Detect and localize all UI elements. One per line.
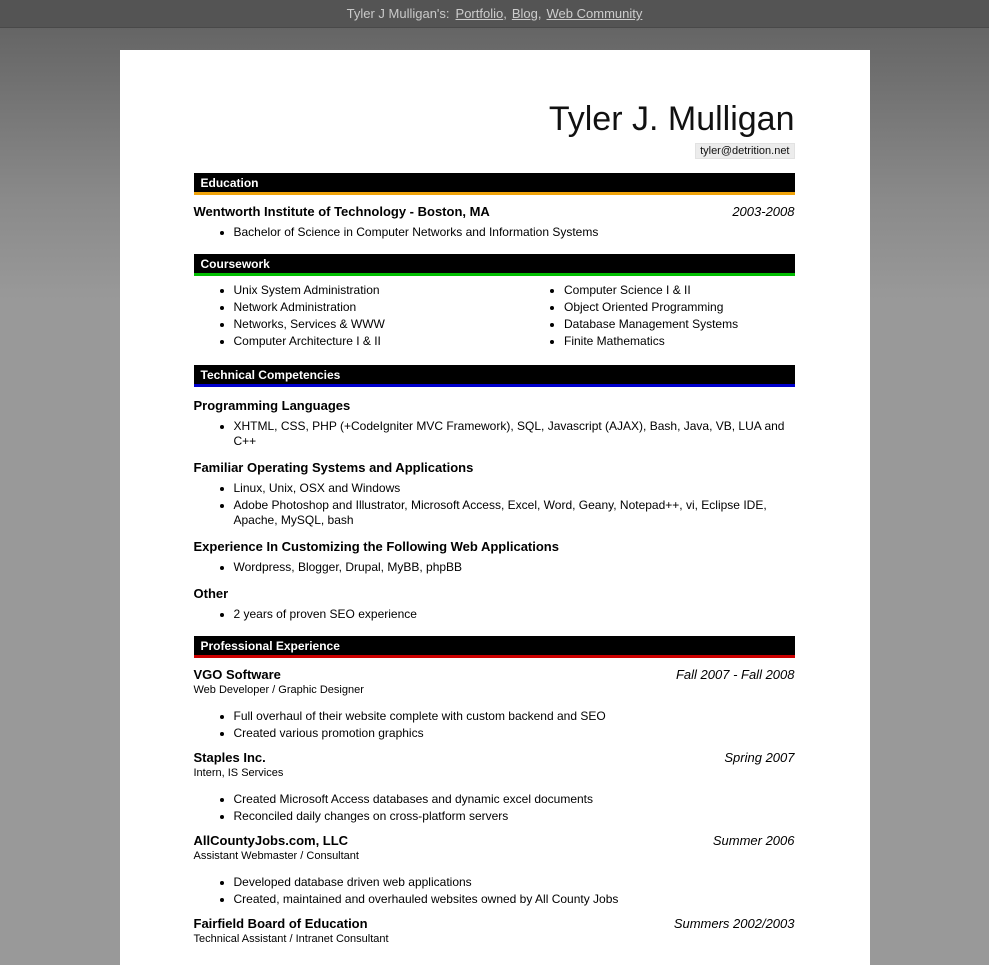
topbar-link-web-community[interactable]: Web Community: [546, 6, 643, 21]
email-link[interactable]: tyler@detrition.net: [695, 143, 794, 159]
company-name: AllCountyJobs.com, LLC: [193, 833, 349, 848]
page-title: Tyler J. Mulligan: [548, 100, 795, 138]
list-item: • Object Oriented Programming: [564, 300, 795, 315]
job-dates: Fall 2007 - Fall 2008: [675, 667, 795, 682]
list-item: • Network Administration: [234, 300, 495, 315]
list-item: • XHTML, CSS, PHP (+CodeIgniter MVC Framework), SQL, Javascript (AJAX), Bash, Java, VB, LUA and C++: [234, 419, 795, 449]
job-entry-head: [194, 916, 795, 931]
job-role: Intern, IS Services: [193, 767, 284, 779]
list-item: • Unix System Administration: [234, 283, 495, 298]
job-dates: Spring 2007: [724, 750, 795, 765]
topbar-link-blog[interactable]: Blog: [511, 6, 538, 21]
list-item: • Computer Architecture I & II: [234, 334, 495, 349]
list-item: • Created, maintained and overhauled websites owned by All County Jobs: [234, 892, 795, 907]
job-bullet-list: [194, 709, 795, 741]
resume-page: [120, 50, 870, 965]
list-item: • Adobe Photoshop and Illustrator, Microsoft Access, Excel, Word, Geany, Notepad++, vi, Eclipse IDE, Apache, MySQL, bash: [234, 498, 795, 528]
topbar-separator: ,: [537, 6, 542, 21]
topbar-link-portfolio[interactable]: Portfolio: [455, 6, 504, 21]
job-entry: [194, 916, 795, 945]
list-item: • Computer Science I & II: [564, 283, 795, 298]
education-list: [194, 225, 795, 240]
school-name: Wentworth Institute of Technology - Boston, MA: [193, 204, 490, 219]
school-dates: 2003-2008: [732, 204, 795, 219]
list-item: • Database Management Systems: [564, 317, 795, 332]
job-entry-head: [194, 833, 795, 848]
competency-list: [194, 419, 795, 449]
list-item: • 2 years of proven SEO experience: [234, 607, 795, 622]
list-item: • Full overhaul of their website complete with custom backend and SEO: [234, 709, 795, 724]
email-row: [194, 141, 795, 159]
section-header-technical-competencies: Technical Competencies: [194, 365, 795, 387]
list-item: • Created Microsoft Access databases and dynamic excel documents: [234, 792, 795, 807]
job-bullet-list: [194, 792, 795, 824]
job-dates: Summer 2006: [712, 833, 795, 848]
job-entry-head: [194, 750, 795, 765]
coursework-columns: [194, 283, 795, 351]
section-header-professional-experience: Professional Experience: [194, 636, 795, 658]
competency-list: [194, 481, 795, 528]
list-item: • Networks, Services & WWW: [234, 317, 495, 332]
list-item: • Wordpress, Blogger, Drupal, MyBB, phpBB: [234, 560, 795, 575]
coursework-list-right: [494, 283, 795, 351]
job-role: Assistant Webmaster / Consultant: [193, 850, 359, 862]
section-header-coursework: Coursework: [194, 254, 795, 276]
job-entry: [194, 750, 795, 824]
list-item: • Linux, Unix, OSX and Windows: [234, 481, 795, 496]
list-item: • Finite Mathematics: [564, 334, 795, 349]
job-role: Web Developer / Graphic Designer: [193, 684, 364, 696]
section-header-education: Education: [194, 173, 795, 195]
company-name: Fairfield Board of Education: [193, 916, 368, 931]
education-entry-head: [194, 204, 795, 219]
resume-content: [120, 100, 870, 965]
company-name: VGO Software: [193, 667, 281, 682]
list-item: • Created various promotion graphics: [234, 726, 795, 741]
job-entry: [194, 833, 795, 907]
job-bullet-list: [194, 875, 795, 907]
competency-group-heading: Familiar Operating Systems and Applications: [193, 460, 474, 475]
company-name: Staples Inc.: [193, 750, 266, 765]
job-dates: Summers 2002/2003: [673, 916, 795, 931]
topbar: [0, 0, 989, 28]
competency-group-heading: Programming Languages: [193, 398, 351, 413]
list-item: • Developed database driven web applications: [234, 875, 795, 890]
job-entry-head: [194, 667, 795, 682]
topbar-separator: ,: [503, 6, 507, 21]
job-role: Technical Assistant / Intranet Consultant: [193, 933, 389, 945]
competency-group-heading: Other: [193, 586, 229, 601]
list-item: • Reconciled daily changes on cross-platform servers: [234, 809, 795, 824]
competency-group-heading: Experience In Customizing the Following Web Applications: [193, 539, 559, 554]
topbar-title: Tyler J Mulligan's:: [346, 6, 450, 21]
coursework-list-left: [194, 283, 495, 351]
competency-list: [194, 560, 795, 575]
list-item: • Bachelor of Science in Computer Networks and Information Systems: [234, 225, 795, 240]
competency-list: [194, 607, 795, 622]
job-entry: [194, 667, 795, 741]
